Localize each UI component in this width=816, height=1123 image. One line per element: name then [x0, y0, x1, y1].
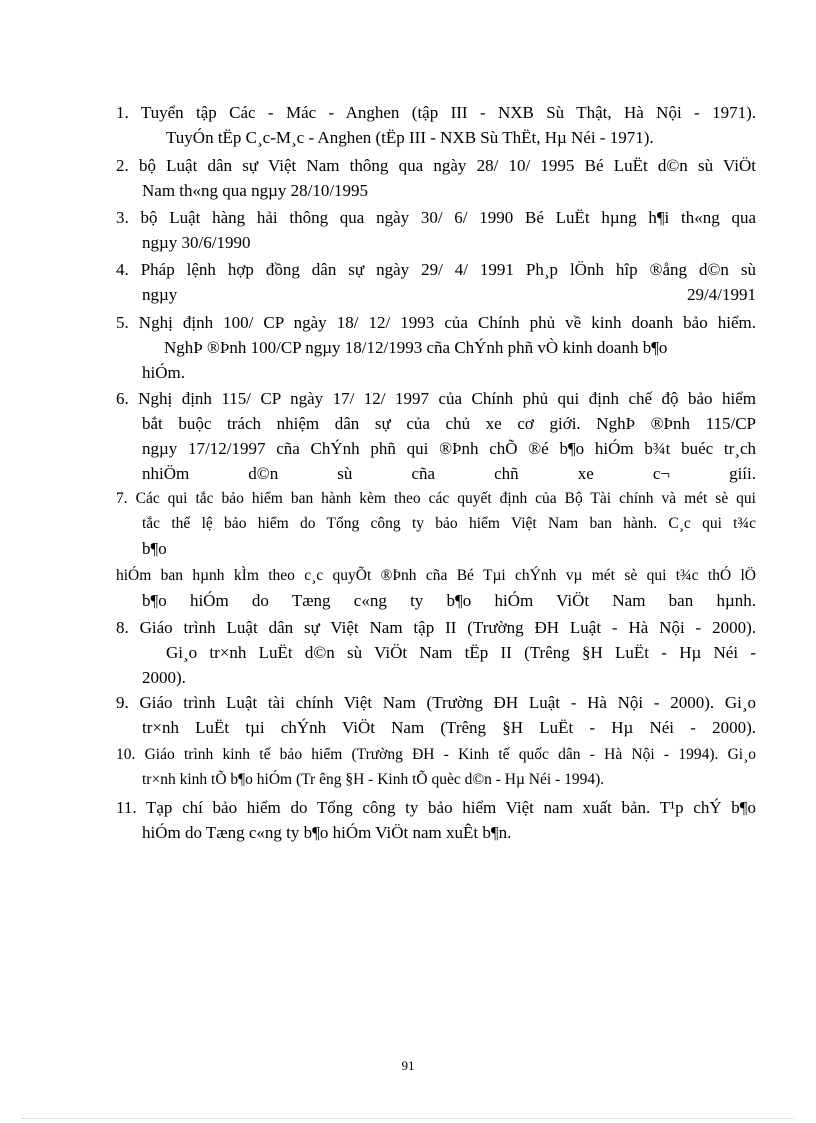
reference-line: hiÓm ban hµnh kÌm theo c¸c quyÕt ®Þnh cña Bé Tµi chÝnh vµ mét sè qui t¾c thÓ lÖ	[116, 567, 756, 584]
reference-line: Gi¸o tr×nh LuËt d©n sù ViÖt Nam tËp II (Trêng §H LuËt - Hµ Néi -	[166, 643, 756, 662]
reference-line-wrap	[142, 282, 756, 307]
reference-item-9	[116, 690, 756, 740]
reference-line: 2000).	[142, 668, 186, 687]
reference-line: hiÓm.	[142, 363, 185, 382]
reference-item-1	[116, 100, 756, 150]
reference-line: 1. Tuyển tập Các - Mác - Anghen (tập III - NXB Sù Thật, Hà Nội - 1971).	[116, 103, 756, 122]
reference-item-5	[116, 310, 756, 385]
reference-item-11	[116, 795, 756, 845]
reference-item-7	[116, 486, 756, 561]
reference-date: 29/4/1991	[687, 285, 756, 304]
reference-line: TuyÓn tËp C¸c-M¸c - Anghen (tËp III - NXB Sù ThËt, Hµ Néi - 1971).	[166, 128, 654, 147]
reference-item-7-continued	[116, 563, 756, 613]
reference-line: b¶o	[142, 539, 167, 558]
reference-line: bắt buộc trách nhiệm dân sự của chủ xe cơ giới. NghÞ ®Þnh 115/CP	[142, 414, 756, 433]
reference-line: ngµy	[142, 285, 178, 304]
reference-line: tắc thể lệ bảo hiểm do Tổng công ty bảo hiểm Việt Nam ban hành. C¸c qui t¾c	[142, 515, 756, 532]
reference-line: b¶o hiÓm do Tæng c«ng ty b¶o hiÓm ViÖt Nam ban hµnh.	[142, 591, 756, 610]
reference-line: Nam th«ng qua ngµy 28/10/1995	[142, 181, 369, 200]
reference-line: 11. Tạp chí bảo hiểm do Tổng công ty bảo hiểm Việt nam xuất bản. T¹p chÝ b¶o	[116, 798, 756, 817]
reference-line: NghÞ ®Þnh 100/CP ngµy 18/12/1993 cña ChÝnh phñ vÒ kinh doanh b¶o	[164, 338, 668, 357]
reference-line: tr×nh LuËt tµi chÝnh ViÖt Nam (Trêng §H LuËt - Hµ Néi - 2000).	[142, 718, 756, 737]
reference-line: 9. Giáo trình Luật tài chính Việt Nam (Trường ĐH Luật - Hà Nội - 2000). Gi¸o	[116, 693, 756, 712]
reference-line: 10. Giáo trình kinh tế bảo hiểm (Trường ĐH - Kinh tế quốc dân - Hà Nội - 1994). Gi¸o	[116, 746, 756, 763]
reference-line: 4. Pháp lệnh hợp đồng dân sự ngày 29/ 4/ 1991 Ph¸p lÖnh hîp ®ång d©n sù	[116, 260, 756, 279]
reference-line: 3. bộ Luật hàng hải thông qua ngày 30/ 6/ 1990 Bé LuËt hµng h¶i th«ng qua	[116, 208, 756, 227]
reference-line: 8. Giáo trình Luật dân sự Việt Nam tập II (Trường ĐH Luật - Hà Nội - 2000).	[116, 618, 756, 637]
reference-item-6	[116, 386, 756, 486]
reference-line: 5. Nghị định 100/ CP ngày 18/ 12/ 1993 của Chính phủ về kinh doanh bảo hiểm.	[116, 313, 756, 332]
reference-item-3	[116, 205, 756, 255]
reference-line: hiÓm do Tæng c«ng ty b¶o hiÓm ViÖt nam xuÊt b¶n.	[142, 823, 512, 842]
reference-line: 7. Các qui tắc bảo hiểm ban hành kèm theo các quyết định của Bộ Tài chính và mét sè qui	[116, 490, 756, 507]
reference-item-10	[116, 742, 756, 792]
page-number: 91	[401, 1058, 415, 1073]
reference-line: 2. bộ Luật dân sự Việt Nam thông qua ngày 28/ 10/ 1995 Bé LuËt d©n sù ViÖt	[116, 156, 756, 175]
reference-line: nhiÖm d©n sù cña chñ xe c¬ giíi.	[142, 464, 756, 483]
reference-item-2	[116, 153, 756, 203]
reference-item-4	[116, 257, 756, 307]
reference-item-8	[116, 615, 756, 690]
reference-line: 6. Nghị định 115/ CP ngày 17/ 12/ 1997 của Chính phủ qui định chế độ bảo hiểm	[116, 389, 756, 408]
reference-line: ngµy 17/12/1997 cña ChÝnh phñ qui ®Þnh chÕ ®é b¶o hiÓm b¾t buéc tr¸ch	[142, 439, 756, 458]
reference-line: tr×nh kinh tÕ b¶o hiÓm (Tr êng §H - Kinh tÕ quèc d©n - Hµ Néi - 1994).	[142, 771, 605, 788]
page-bottom-divider	[22, 1118, 794, 1119]
reference-line: ngµy 30/6/1990	[142, 233, 251, 252]
